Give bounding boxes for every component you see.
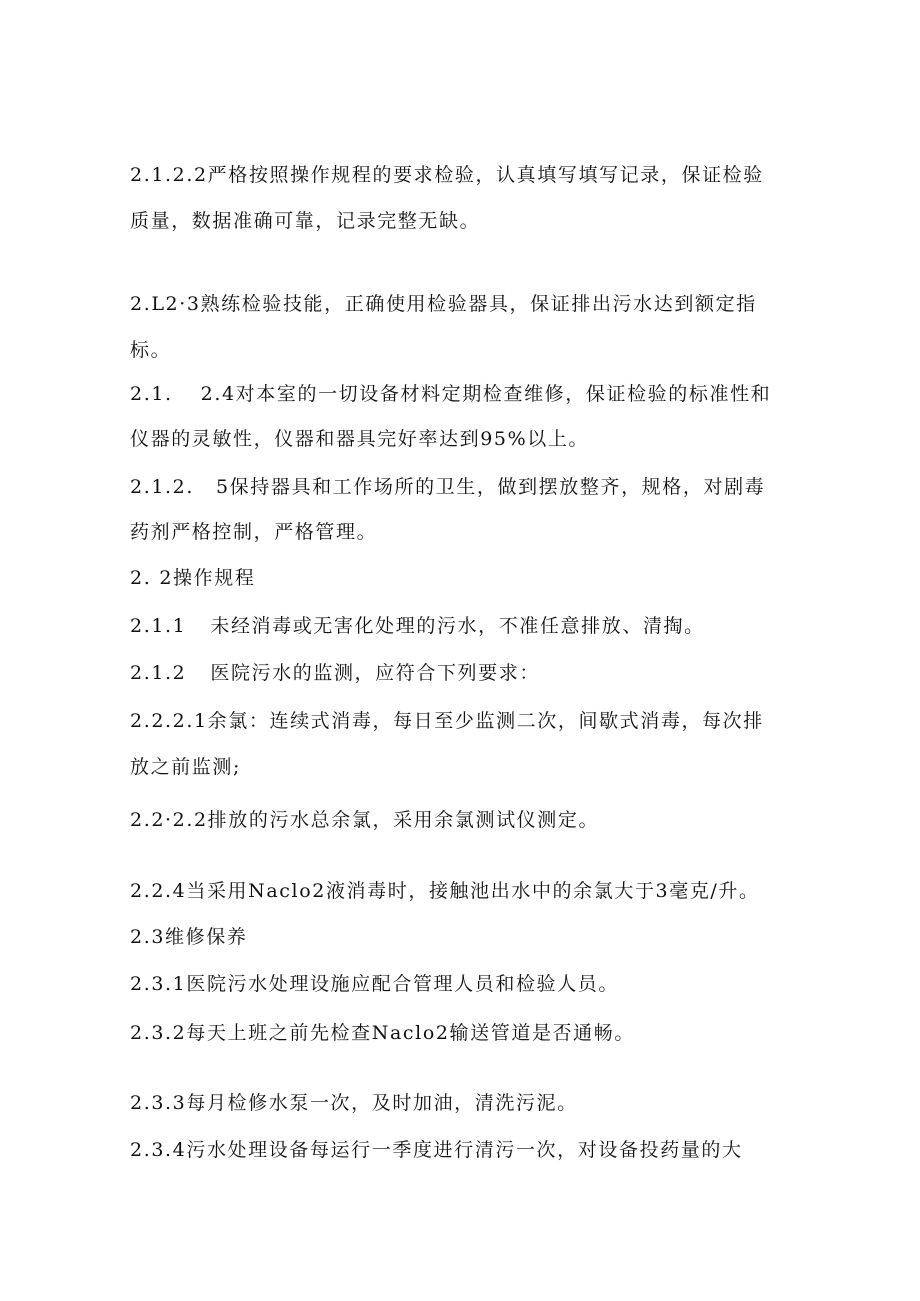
text-line-content: 医院污水的监测，应符合下列要求： (210, 662, 540, 684)
text-line-content: 标。 (130, 339, 172, 361)
text-line-content: 2.2·2.2排放的污水总余氯，采用余氯测试仪测定。 (130, 809, 600, 831)
text-line-content: 2.2.4当采用Naclo2液消毒时，接触池出水中的余氯大于3毫克/升。 (130, 880, 760, 902)
text-line-content: 2.L2·3熟练检验技能，正确使用检验器具，保证排出污水达到额定指 (130, 293, 757, 315)
text-line (130, 613, 705, 639)
text-line-content: 未经消毒或无害化处理的污水，不准任意排放、清掏。 (210, 615, 705, 637)
text-line (130, 660, 540, 686)
section-heading (130, 565, 255, 591)
text-line (130, 708, 764, 734)
text-line-content: 仪器的灵敏性，仪器和器具完好率达到95%以上。 (130, 428, 590, 450)
section-title: 2.3维修保养 (130, 926, 248, 948)
text-line (130, 971, 619, 997)
section-number: 2.1.1 (130, 615, 187, 637)
section-number: 2. (130, 567, 152, 589)
text-line (130, 337, 171, 363)
text-line-content: 2.3.1医院污水处理设施应配合管理人员和检验人员。 (130, 973, 619, 995)
section-title: 2操作规程 (159, 567, 256, 589)
text-line-content: 2.3.2每天上班之前先检查Naclo2输送管道是否通畅。 (130, 1022, 635, 1044)
text-line-content: 2.1.2.2严格按照操作规程的要求检验，认真填写填写记录，保证检验 (130, 164, 764, 186)
text-line (130, 754, 241, 780)
section-number: 2.1.2. (130, 476, 194, 498)
text-line (130, 1090, 578, 1116)
text-line (130, 208, 480, 234)
section-number: 2.1.2 (130, 662, 187, 684)
text-line (130, 807, 599, 833)
text-line-content: 5保持器具和工作场所的卫生，做到摆放整齐，规格，对剧毒 (215, 476, 766, 498)
text-line (130, 381, 771, 407)
text-line-content: 2.2.2.1余氯：连续式消毒，每日至少监测二次，间歇式消毒，每次排 (130, 710, 764, 732)
section-number: 2.1. (130, 383, 173, 405)
text-line-content: 质量，数据准确可靠，记录完整无缺。 (130, 210, 481, 232)
text-line (130, 519, 377, 545)
text-line (130, 1020, 635, 1046)
text-line (130, 878, 760, 904)
text-line (130, 474, 765, 500)
text-line-content: 2.4对本室的一切设备材料定期检查维修，保证检验的标准性和 (200, 383, 772, 405)
text-line (130, 162, 764, 188)
text-line (130, 1137, 743, 1163)
text-line-content: 放之前监测; (130, 756, 242, 778)
text-line-content: 2.3.4污水处理设备每运行一季度进行清污一次，对设备投药量的大 (130, 1139, 743, 1161)
text-line-content: 2.3.3每月检修水泵一次，及时加油，清洗污泥。 (130, 1092, 578, 1114)
section-heading (130, 924, 247, 950)
text-line (130, 291, 757, 317)
text-line-content: 药剂严格控制，严格管理。 (130, 521, 378, 543)
text-line (130, 426, 589, 452)
